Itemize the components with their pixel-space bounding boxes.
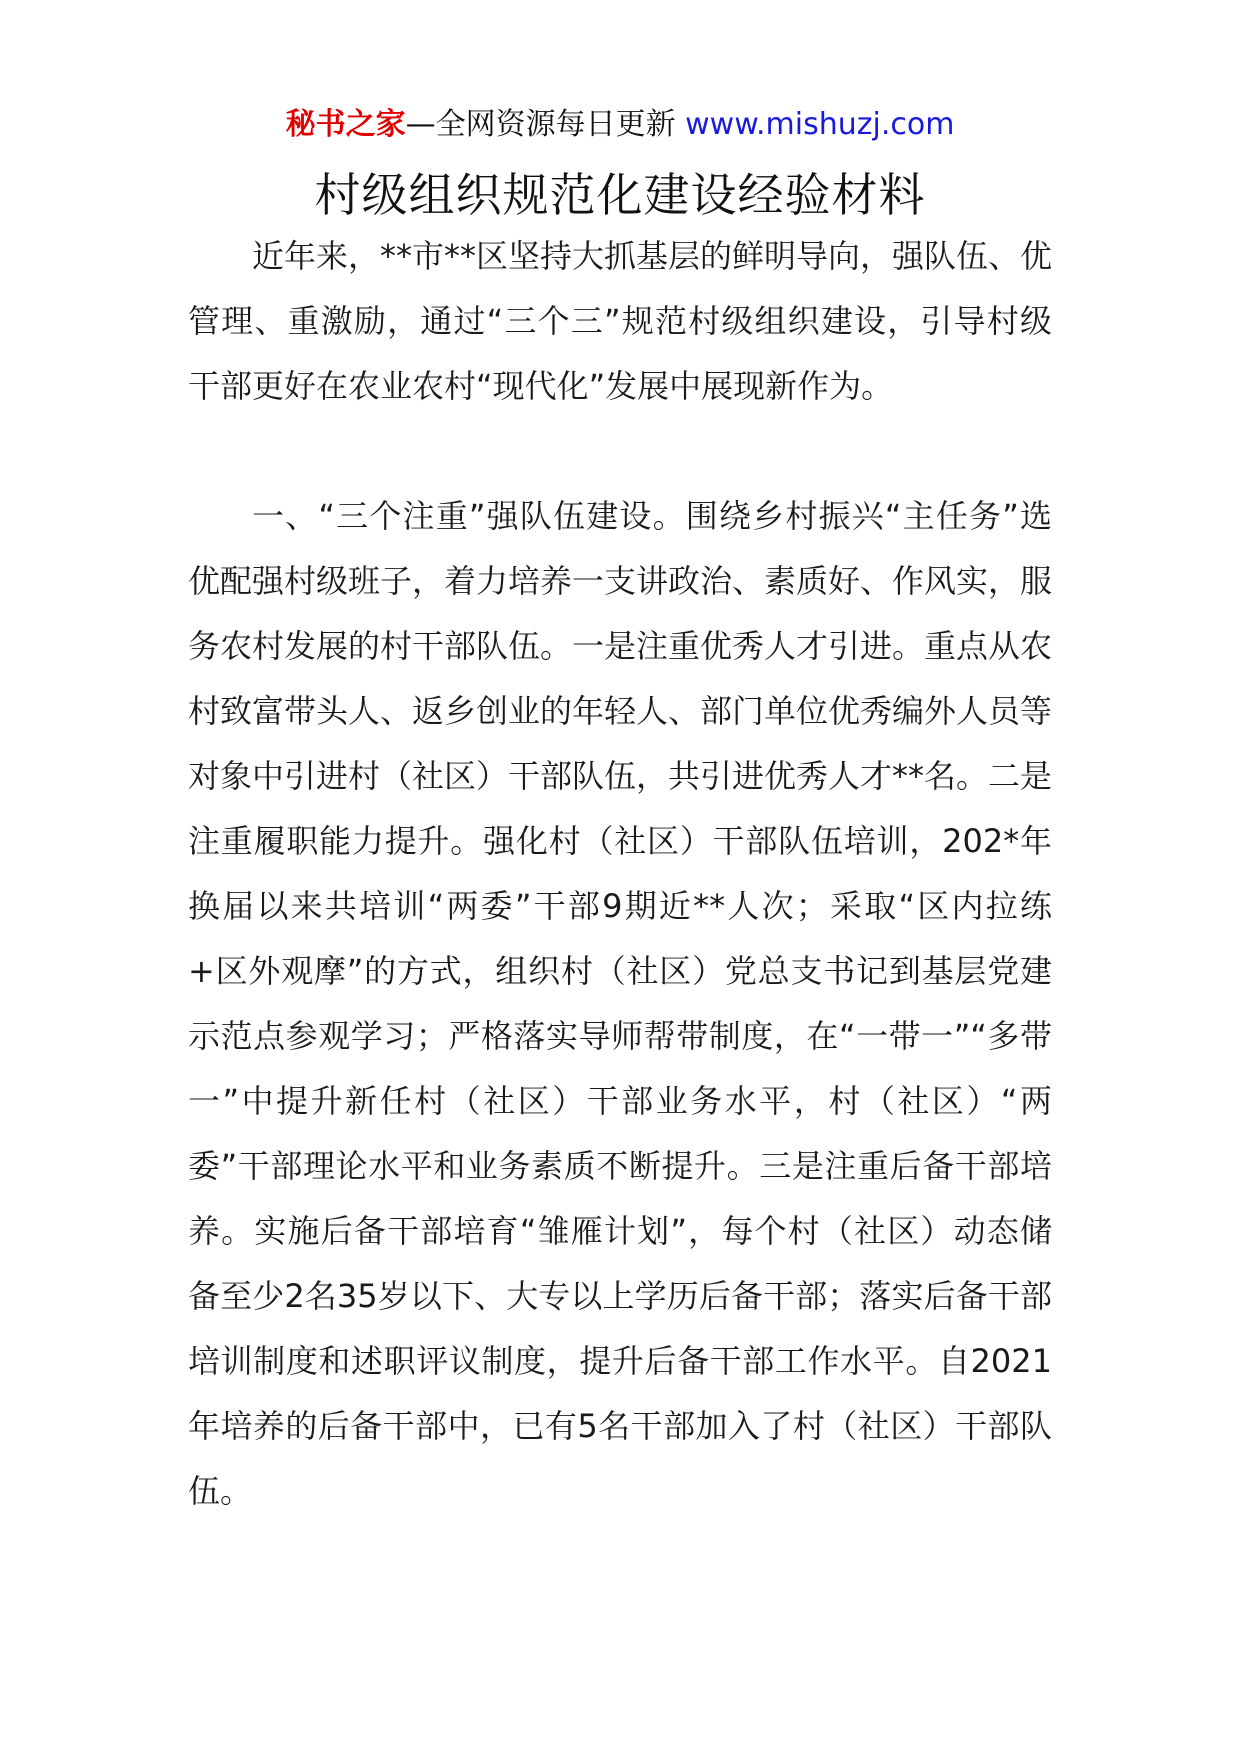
paragraph-intro: 近年来，**市**区坚持大抓基层的鲜明导向，强队伍、优管理、重激励，通过“三个三”规范村级组织建设，引导村级干部更好在农业农村“现代化”发展中展现新作为。 bbox=[188, 237, 1053, 405]
site-url-link[interactable]: www.mishuzj.com bbox=[685, 107, 955, 142]
site-tagline: —全网资源每日更新 bbox=[405, 107, 676, 142]
site-header bbox=[0, 100, 1240, 150]
document-title: 村级组织规范化建设经验材料 bbox=[314, 168, 926, 222]
site-brand: 秘书之家 bbox=[285, 107, 406, 142]
paragraph-section-one: 一、“三个注重”强队伍建设。围绕乡村振兴“主任务”选优配强村级班子，着力培养一支讲政治、素质好、作风实，服务农村发展的村干部队伍。一是注重优秀人才引进。重点从农村致富带头人、返乡创业的年轻人、部门单位优秀编外人员等对象中引进村（社区）干部队伍，共引进优秀人才**名。二是注重履职能力提升。强化村（社区）干部队伍培训，202*年换届以来共培训“两委”干部9期近**人次；采取“区内拉练+区外观摩”的方式，组织村（社区）党总支书记到基层党建示范点参观学习；严格落实导师帮带制度，在“一带一”“多带一”中提升新任村（社区）干部业务水平，村（社区）“两委”干部理论水平和业务素质不断提升。三是注重后备干部培养。实施后备干部培育“雏雁计划”，每个村（社区）动态储备至少2名35岁以下、大专以上学历后备干部；落实后备干部培训制度和述职评议制度，提升后备干部工作水平。自2021年培养的后备干部中，已有5名干部加入了村（社区）干部队伍。 bbox=[188, 497, 1053, 1510]
